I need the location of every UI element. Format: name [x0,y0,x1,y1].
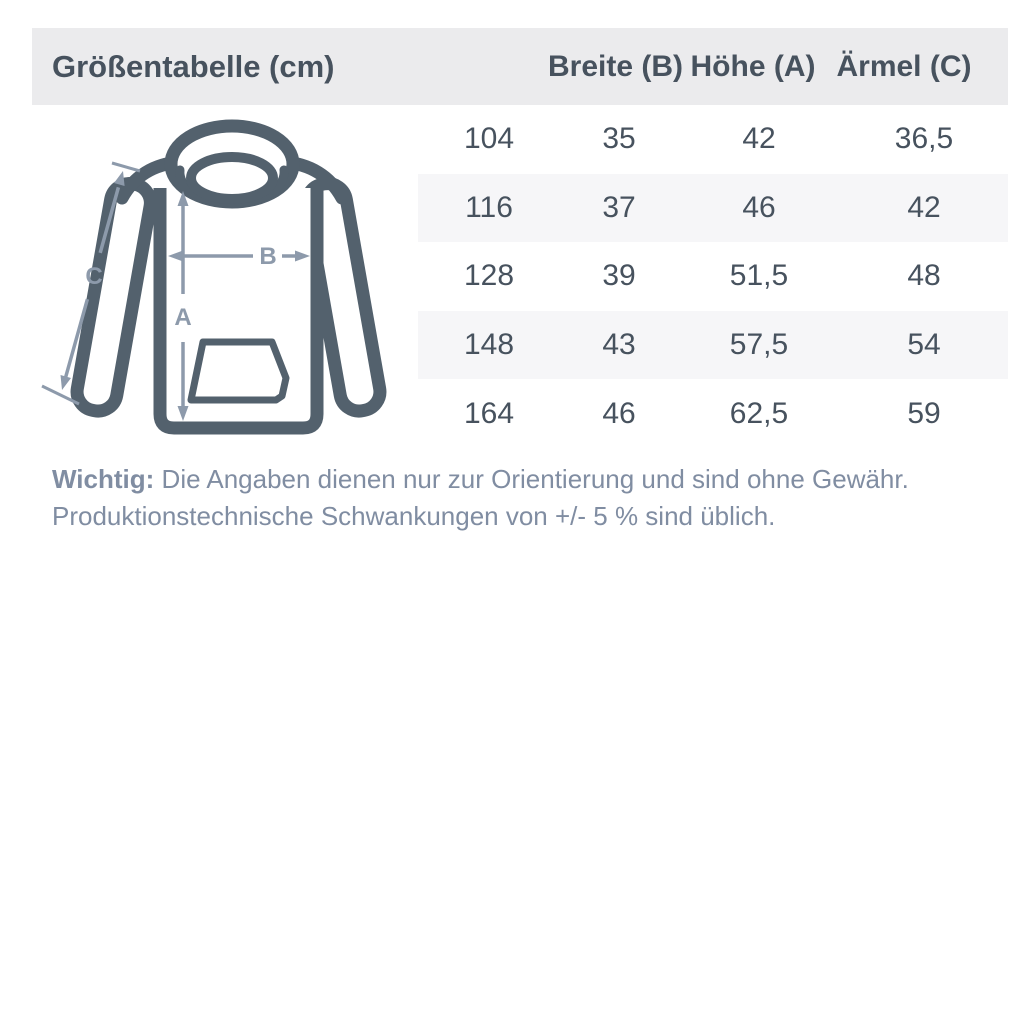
column-header-breite: Breite (B) [548,49,684,83]
size-value: 116 [465,190,513,224]
measure-label-c: C [85,263,103,290]
hoehe-value: 42 [742,122,776,156]
arrow-c-tick-top-icon [112,163,140,171]
table-row [418,242,1008,311]
size-value: 148 [463,328,515,362]
hoodie-pocket-icon [191,342,286,400]
disclaimer-text-1: Die Angaben dienen nur zur Orientierung und sind ohne Gewähr. [161,464,909,494]
size-value: 164 [463,396,515,430]
arrow-c-head-bottom-icon [61,375,72,390]
hood-inner-icon [191,157,273,199]
disclaimer-note [52,461,992,535]
aermel-value: 48 [907,259,941,293]
column-header-aermel: Ärmel (C) [836,49,972,83]
aermel-value: 36,5 [894,122,954,156]
measure-label-b: B [259,243,277,270]
breite-value: 39 [602,259,636,293]
measure-label-a: A [174,304,192,331]
size-value: 104 [463,122,515,156]
hoodie-sleeve-left-icon [74,181,153,414]
hoehe-value: 57,5 [729,328,789,362]
table-row [418,379,1008,448]
size-value: 128 [463,259,515,293]
table-row [418,311,1008,380]
breite-value: 37 [602,190,636,224]
breite-value: 43 [602,328,636,362]
breite-value: 35 [602,122,636,156]
aermel-value: 54 [907,328,941,362]
aermel-value: 42 [907,190,941,224]
size-table-body [418,105,1008,448]
table-header [32,28,1008,105]
table-row [418,174,1008,243]
disclaimer-line-2: Produktionstechnische Schwankungen von +/- 5 % sind üblich. [52,501,776,531]
hoehe-value: 62,5 [729,396,789,430]
column-header-hoehe: Höhe (A) [690,49,816,83]
hoodie-measurement-diagram [40,118,420,450]
hoehe-value: 46 [742,190,776,224]
table-title: Größentabelle (cm) [52,48,335,84]
disclaimer-line-1 [52,461,992,498]
breite-value: 46 [602,396,636,430]
table-row [418,105,1008,174]
aermel-value: 59 [907,396,941,430]
disclaimer-prefix: Wichtig: [52,464,155,494]
hoehe-value: 51,5 [729,259,789,293]
